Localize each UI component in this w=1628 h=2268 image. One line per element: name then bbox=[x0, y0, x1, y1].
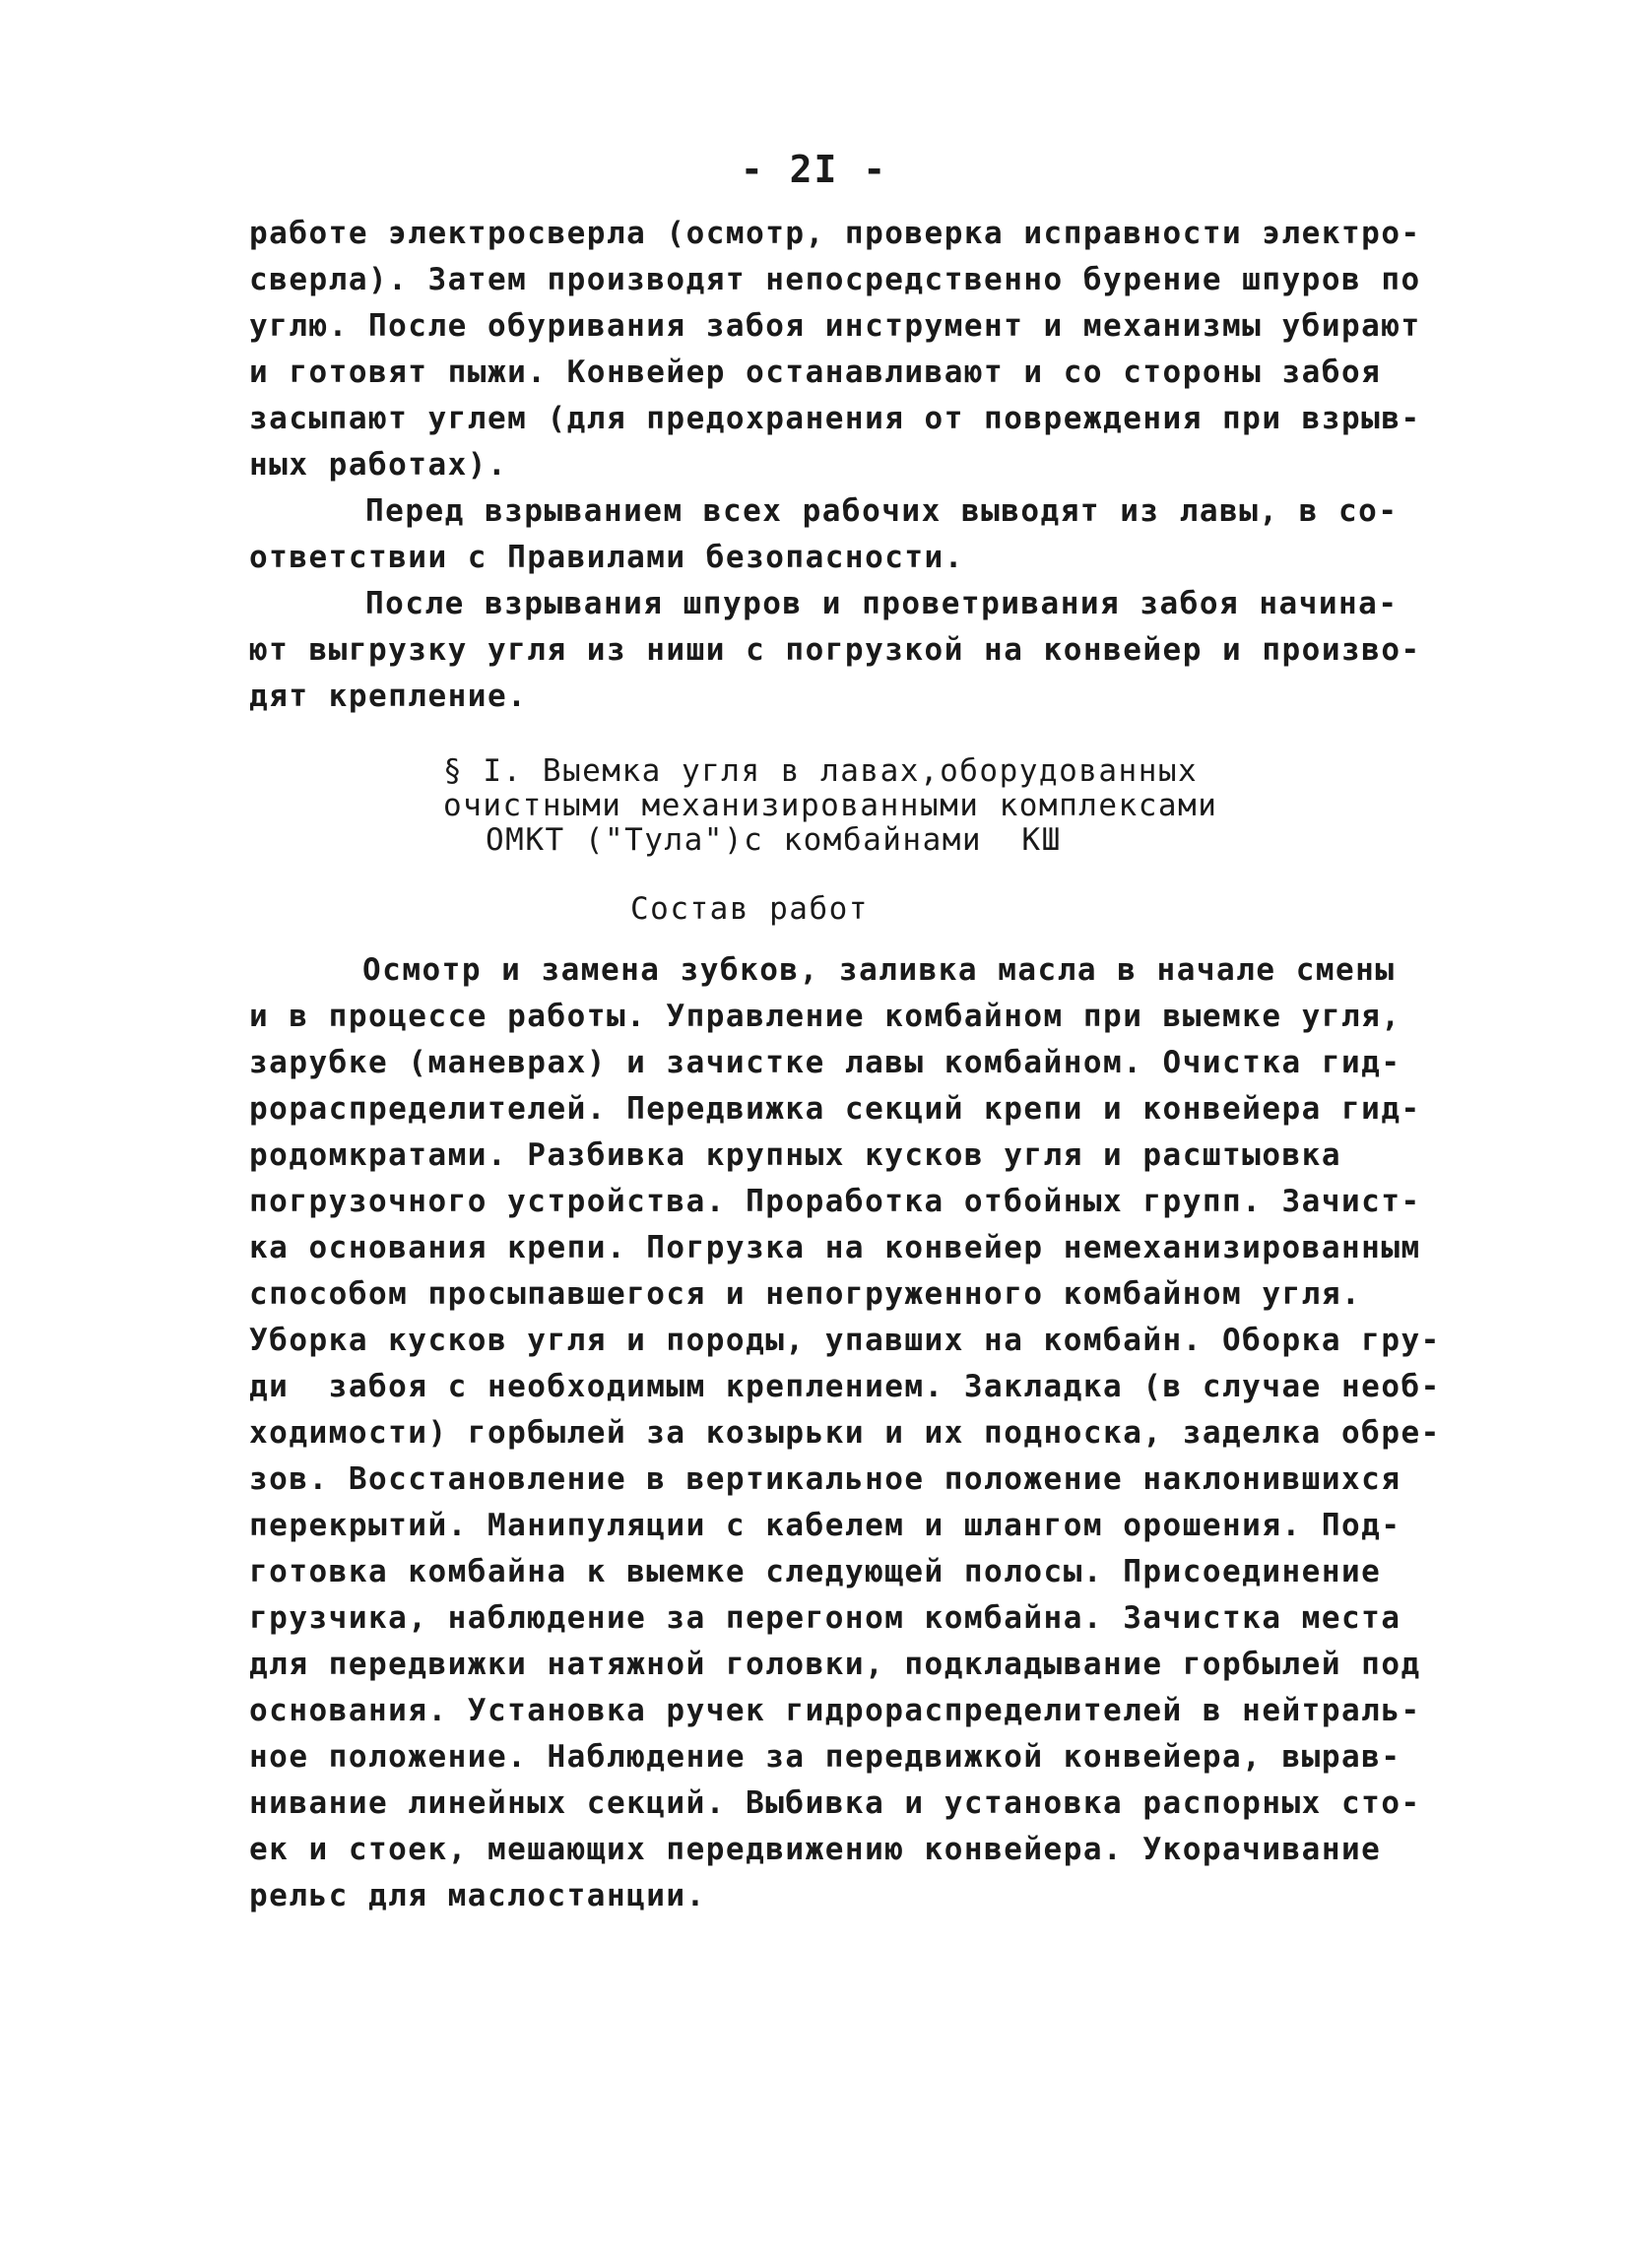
paragraph-3-line-1: После взрывания шпуров и проветривания забоя начина- bbox=[365, 586, 1399, 621]
body-line-17: основания. Установка ручек гидрораспределителей в нейтраль- bbox=[249, 1693, 1421, 1728]
subheading: Состав работ bbox=[630, 891, 869, 927]
intro-line-5: засыпают углем (для предохранения от повреждения при взрыв- bbox=[249, 401, 1421, 436]
body-line-7: ка основания крепи. Погрузка на конвейер немеханизированным bbox=[249, 1230, 1421, 1265]
intro-line-2: сверла). Затем производят непосредственно бурение шпуров по bbox=[249, 262, 1421, 297]
body-line-6: погрузочного устройства. Проработка отбойных групп. Зачист- bbox=[249, 1184, 1421, 1219]
section-heading-line-3: ОМКТ ("Тула")с комбайнами КШ bbox=[486, 822, 1062, 858]
body-line-12: зов. Восстановление в вертикальное положение наклонившихся bbox=[249, 1461, 1401, 1497]
body-line-4: рораспределителей. Передвижка секций крепи и конвейера гид- bbox=[249, 1091, 1421, 1127]
body-line-1: Осмотр и замена зубков, заливка масла в начале смены bbox=[362, 952, 1396, 988]
body-line-9: Уборка кусков угля и породы, упавших на комбайн. Оборка гру- bbox=[249, 1323, 1441, 1358]
intro-line-1: работе электросверла (осмотр, проверка исправности электро- bbox=[249, 216, 1421, 251]
body-line-13: перекрытий. Манипуляции с кабелем и шлангом орошения. Под- bbox=[249, 1508, 1401, 1543]
body-line-18: ное положение. Наблюдение за передвижкой конвейера, вырав- bbox=[249, 1739, 1401, 1775]
body-line-2: и в процессе работы. Управление комбайном при выемке угля, bbox=[249, 999, 1401, 1034]
page-number: - 2I - bbox=[740, 148, 888, 191]
intro-line-4: и готовят пыжи. Конвейер останавливают и со стороны забоя bbox=[249, 355, 1382, 390]
body-line-19: нивание линейных секций. Выбивка и установка распорных сто- bbox=[249, 1785, 1421, 1821]
body-line-21: рельс для маслостанции. bbox=[249, 1878, 706, 1913]
paragraph-2-line-1: Перед взрыванием всех рабочих выводят из лавы, в со- bbox=[365, 493, 1399, 529]
paragraph-3-line-3: дят крепление. bbox=[249, 679, 528, 714]
paragraph-3-line-2: ют выгрузку угля из ниши с погрузкой на конвейер и произво- bbox=[249, 632, 1421, 668]
body-line-8: способом просыпавшегося и непогруженного комбайном угля. bbox=[249, 1276, 1362, 1312]
body-line-11: ходимости) горбылей за козырьки и их подноска, заделка обре- bbox=[249, 1415, 1441, 1451]
section-heading-line-2: очистными механизированными комплексами bbox=[443, 788, 1218, 823]
body-line-3: зарубке (маневрах) и зачистке лавы комбайном. Очистка гид- bbox=[249, 1045, 1401, 1080]
intro-line-3: углю. После обуривания забоя инструмент и механизмы убирают bbox=[249, 308, 1421, 344]
body-line-10: ди забоя с необходимым креплением. Закладка (в случае необ- bbox=[249, 1369, 1441, 1404]
body-line-20: ек и стоек, мешающих передвижению конвейера. Укорачивание bbox=[249, 1832, 1382, 1867]
body-line-14: готовка комбайна к выемке следующей полосы. Присоединение bbox=[249, 1554, 1382, 1589]
intro-line-6: ных работах). bbox=[249, 447, 508, 483]
body-line-16: для передвижки натяжной головки, подкладывание горбылей под bbox=[249, 1647, 1421, 1682]
body-line-5: родомкратами. Разбивка крупных кусков угля и расштыовка bbox=[249, 1137, 1341, 1173]
body-line-15: грузчика, наблюдение за перегоном комбайна. Зачистка места bbox=[249, 1600, 1401, 1636]
section-heading-line-1: § I. Выемка угля в лавах,оборудованных bbox=[443, 753, 1199, 789]
paragraph-2-line-2: ответствии с Правилами безопасности. bbox=[249, 540, 964, 575]
